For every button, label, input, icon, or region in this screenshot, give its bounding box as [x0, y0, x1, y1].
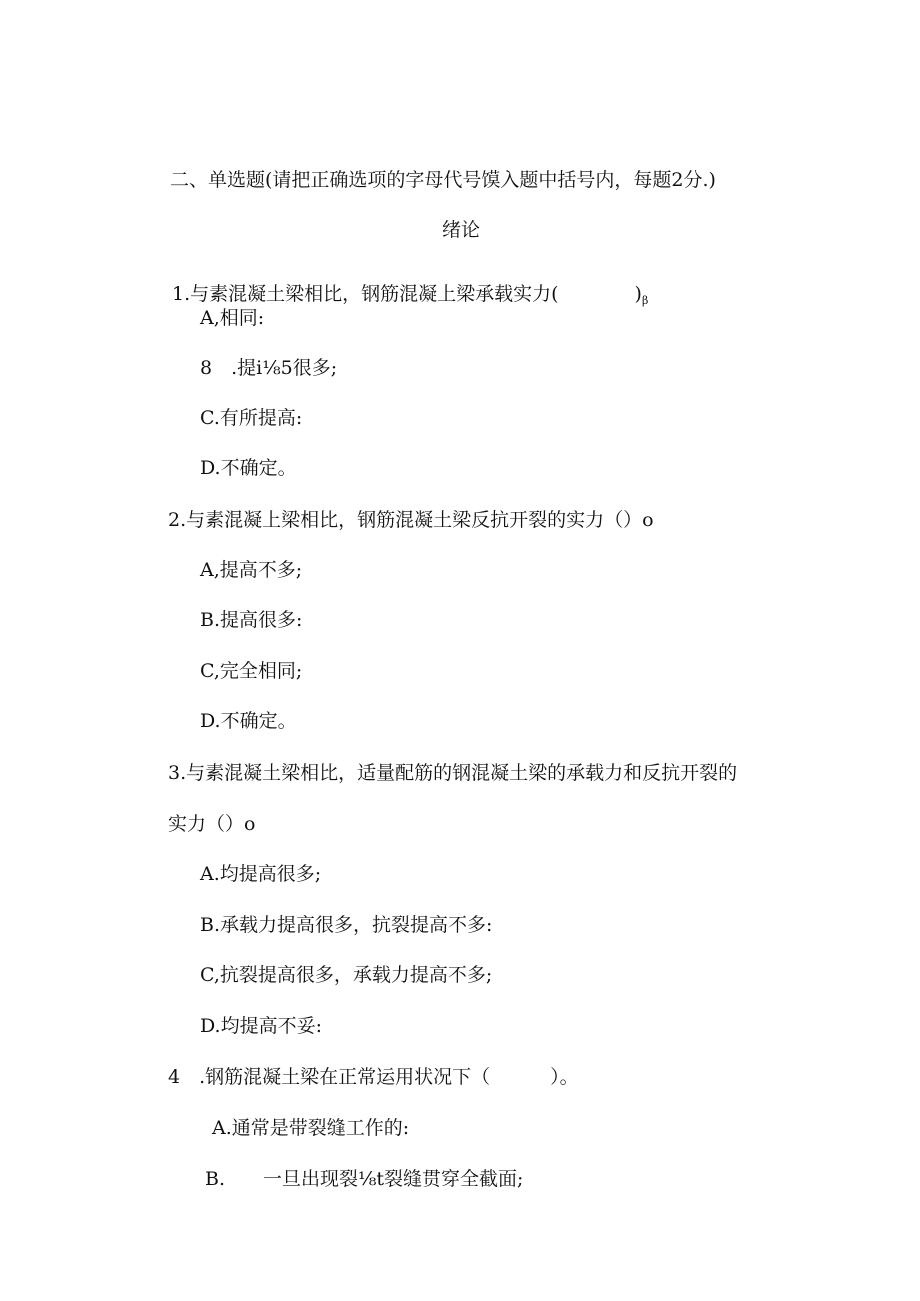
question-1-option-c: C.有所提高: [200, 407, 303, 429]
question-2-option-c: C,完全相同; [200, 660, 303, 682]
question-1-option-a: A,相同: [200, 307, 265, 329]
question-3-option-d: D.均提高不妥: [200, 1015, 322, 1037]
question-2-option-d: D.不确定。 [200, 710, 297, 732]
question-1-option-d: D.不确定。 [200, 457, 297, 479]
question-2-option-a: A,提高不多; [200, 559, 303, 581]
question-3-option-b: B.承载力提高很多，抗裂提高不多: [200, 914, 493, 936]
question-3-option-c: C,抗裂提高很多，承载力提高不多; [200, 964, 493, 986]
question-1-stem-close: ) [634, 283, 642, 305]
question-4-stem-text: 4 .钢筋混凝土梁在正常运用状况下（ [168, 1066, 491, 1088]
question-2-stem: 2.与素混凝上梁相比，钢筋混凝土梁反抗开裂的实力（）o [168, 509, 654, 531]
section-heading: 二、单选题(请把正确选项的字母代号馍入题中括号内，每题2分.) [170, 169, 716, 191]
question-4-stem [168, 1065, 579, 1089]
question-4-stem-close: ）。 [550, 1066, 579, 1088]
question-4-option-a: A.通常是带裂缝工作的: [212, 1117, 410, 1139]
question-2-option-b: B.提高很多: [200, 609, 303, 631]
question-3-stem-continuation: 实力（）o [168, 813, 256, 835]
question-1-stem-mark: β [641, 294, 649, 307]
question-1-stem-text: 1.与素混凝土梁相比，钢筋混凝上梁承载实力( [172, 283, 559, 305]
question-3-stem: 3.与素混凝土梁相比，适量配筋的钢混凝土梁的承载力和反抗开裂的 [168, 762, 738, 784]
question-3-option-a: A.均提高很多; [200, 863, 322, 885]
question-4-option-b: B. 一旦出现裂⅛t裂缝贯穿全截面; [205, 1168, 524, 1190]
question-1-option-b: 8 .提i⅛5很多; [200, 357, 338, 379]
section-subheading: 绪论 [442, 219, 481, 241]
